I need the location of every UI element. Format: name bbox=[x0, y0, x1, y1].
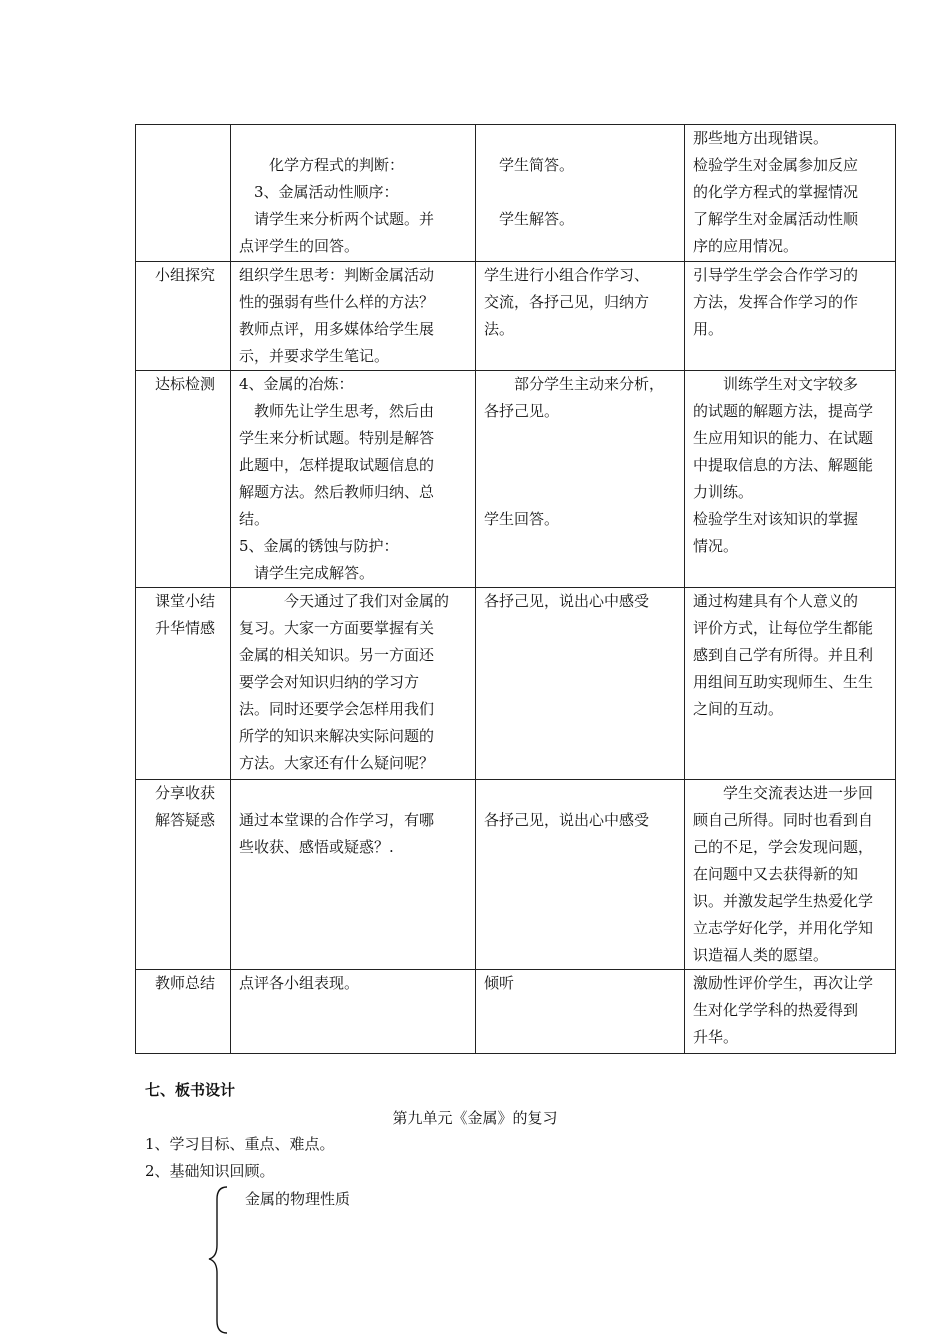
cell-line: 顾自己所得。同时也看到自 bbox=[693, 811, 874, 829]
table-row bbox=[136, 125, 896, 262]
curly-brace-icon bbox=[205, 1185, 235, 1335]
cell-line: 的化学方程式的掌握情况 bbox=[693, 183, 859, 201]
stage-cell bbox=[136, 125, 231, 262]
cell-line: 的试题的解题方法，提高学 bbox=[693, 402, 874, 420]
student-activity-cell bbox=[476, 970, 685, 1054]
cell-line: 示，并要求学生笔记。 bbox=[239, 347, 390, 365]
cell-line bbox=[239, 780, 471, 807]
cell-line: 教师先让学生思考，然后由 bbox=[254, 402, 435, 420]
cell-line: 3、金属活动性顺序： bbox=[254, 183, 399, 201]
table-row bbox=[136, 262, 896, 371]
cell-line: 学生进行小组合作学习、 bbox=[484, 266, 650, 284]
cell-line: 今天通过了我们对金属的 bbox=[284, 592, 450, 610]
cell-line: 生对化学学科的热爱得到 bbox=[693, 1001, 859, 1019]
cell-line bbox=[484, 179, 680, 206]
cell-line: 解题方法。然后教师归纳、总 bbox=[239, 483, 435, 501]
stage-label: 小组探究 bbox=[154, 266, 215, 284]
cell-line: 法。同时还要学会怎样用我们 bbox=[239, 700, 435, 718]
cell-line: 方法。大家还有什么疑问呢？ bbox=[239, 754, 435, 772]
stage-label: 解答疑惑 bbox=[154, 811, 215, 829]
table-row bbox=[136, 588, 896, 780]
cell-line: 5、金属的锈蚀与防护： bbox=[239, 537, 399, 555]
cell-line: 感到自己学有所得。并且利 bbox=[693, 646, 874, 664]
cell-line: 化学方程式的判断： bbox=[269, 156, 405, 174]
cell-line: 学生简答。 bbox=[499, 156, 575, 174]
teacher-activity-cell bbox=[231, 125, 476, 262]
cell-line bbox=[484, 125, 680, 152]
teacher-activity-cell bbox=[231, 371, 476, 588]
cell-line: 评价方式，让每位学生都能 bbox=[693, 619, 874, 637]
cell-line: 中提取信息的方法、解题能 bbox=[693, 456, 874, 474]
cell-line: 法。 bbox=[484, 320, 515, 338]
cell-line: 生应用知识的能力、在试题 bbox=[693, 429, 874, 447]
cell-line bbox=[484, 452, 680, 479]
cell-line: 各抒己见。 bbox=[484, 402, 560, 420]
cell-line: 教师点评，用多媒体给学生展 bbox=[239, 320, 435, 338]
cell-line: 之间的互动。 bbox=[693, 700, 784, 718]
cell-line: 要学会对知识归纳的学习方 bbox=[239, 673, 420, 691]
cell-line: 通过构建具有个人意义的 bbox=[693, 592, 859, 610]
cell-line: 通过本堂课的合作学习，有哪 bbox=[239, 811, 435, 829]
cell-line: 力训练。 bbox=[693, 483, 754, 501]
cell-line: 那些地方出现错误。 bbox=[693, 129, 829, 147]
cell-line: 识。并激发起学生热爱化学 bbox=[693, 892, 874, 910]
cell-line: 点评各小组表现。 bbox=[239, 974, 360, 992]
student-activity-cell bbox=[476, 780, 685, 970]
cell-line: 各抒己见，说出心中感受 bbox=[484, 592, 650, 610]
design-intent-cell bbox=[685, 780, 896, 970]
cell-line: 此题中，怎样提取试题信息的 bbox=[239, 456, 435, 474]
cell-line: 倾听 bbox=[484, 974, 515, 992]
cell-line: 点评学生的回答。 bbox=[239, 237, 360, 255]
cell-line: 4、金属的冶炼： bbox=[239, 375, 354, 393]
table-row bbox=[136, 371, 896, 588]
cell-line: 学生回答。 bbox=[484, 510, 560, 528]
cell-line bbox=[484, 479, 680, 506]
cell-line: 些收获、感悟或疑惑？. bbox=[239, 838, 394, 856]
lesson-table bbox=[135, 124, 896, 1054]
cell-line: 了解学生对金属活动性顺 bbox=[693, 210, 859, 228]
student-activity-cell bbox=[476, 371, 685, 588]
student-activity-cell bbox=[476, 588, 685, 780]
cell-line: 性的强弱有些什么样的方法？ bbox=[239, 293, 435, 311]
board-brace-item: 金属的物理性质 bbox=[245, 1190, 351, 1208]
cell-line: 用。 bbox=[693, 320, 724, 338]
design-intent-cell bbox=[685, 970, 896, 1054]
cell-line: 检验学生对该知识的掌握 bbox=[693, 510, 859, 528]
cell-line: 引导学生学会合作学习的 bbox=[693, 266, 859, 284]
stage-cell bbox=[136, 588, 231, 780]
section-heading: 七、板书设计 bbox=[145, 1081, 236, 1099]
cell-line: 复习。大家一方面要掌握有关 bbox=[239, 619, 435, 637]
teacher-activity-cell bbox=[231, 970, 476, 1054]
teacher-activity-cell bbox=[231, 262, 476, 371]
student-activity-cell bbox=[476, 262, 685, 371]
cell-line: 方法，发挥合作学习的作 bbox=[693, 293, 859, 311]
cell-line: 结。 bbox=[239, 510, 270, 528]
design-intent-cell bbox=[685, 262, 896, 371]
cell-line: 激励性评价学生，再次让学 bbox=[693, 974, 874, 992]
cell-line: 各抒己见，说出心中感受 bbox=[484, 811, 650, 829]
stage-label: 课堂小结 bbox=[154, 592, 215, 610]
cell-line bbox=[484, 780, 680, 807]
cell-line bbox=[484, 425, 680, 452]
stage-label: 达标检测 bbox=[154, 375, 215, 393]
cell-line: 序的应用情况。 bbox=[693, 237, 799, 255]
cell-line: 金属的相关知识。另一方面还 bbox=[239, 646, 435, 664]
cell-line: 学生来分析试题。特别是解答 bbox=[239, 429, 435, 447]
stage-cell bbox=[136, 262, 231, 371]
design-intent-cell bbox=[685, 371, 896, 588]
cell-line: 用组间互助实现师生、生生 bbox=[693, 673, 874, 691]
cell-line: 请学生完成解答。 bbox=[254, 564, 375, 582]
cell-line: 识造福人类的愿望。 bbox=[693, 946, 829, 964]
cell-line: 情况。 bbox=[693, 537, 739, 555]
cell-line: 升华。 bbox=[693, 1028, 739, 1046]
stage-label: 升华情感 bbox=[154, 619, 215, 637]
stage-label: 分享收获 bbox=[154, 784, 215, 802]
cell-line: 学生解答。 bbox=[499, 210, 575, 228]
board-item-1: 1、学习目标、重点、难点。 bbox=[145, 1135, 335, 1153]
cell-line: 在问题中又去获得新的知 bbox=[693, 865, 859, 883]
cell-line: 己的不足，学会发现问题， bbox=[693, 838, 874, 856]
cell-line: 训练学生对文字较多 bbox=[723, 375, 859, 393]
cell-line: 交流，各抒己见，归纳方 bbox=[484, 293, 650, 311]
cell-line: 部分学生主动来分析， bbox=[514, 375, 665, 393]
cell-line: 学生交流表达进一步回 bbox=[723, 784, 874, 802]
cell-line: 检验学生对金属参加反应 bbox=[693, 156, 859, 174]
board-item-2: 2、基础知识回顾。 bbox=[145, 1162, 275, 1180]
stage-label: 教师总结 bbox=[154, 974, 215, 992]
stage-cell bbox=[136, 371, 231, 588]
cell-line: 立志学好化学，并用化学知 bbox=[693, 919, 874, 937]
table-row bbox=[136, 970, 896, 1054]
teacher-activity-cell bbox=[231, 780, 476, 970]
design-intent-cell bbox=[685, 588, 896, 780]
table-row bbox=[136, 780, 896, 970]
cell-line bbox=[239, 125, 471, 152]
cell-line: 请学生来分析两个试题。并 bbox=[254, 210, 435, 228]
teacher-activity-cell bbox=[231, 588, 476, 780]
student-activity-cell bbox=[476, 125, 685, 262]
cell-line: 组织学生思考：判断金属活动 bbox=[239, 266, 435, 284]
board-title: 第九单元《金属》的复习 bbox=[392, 1109, 558, 1127]
stage-cell bbox=[136, 780, 231, 970]
cell-line: 所学的知识来解决实际问题的 bbox=[239, 727, 435, 745]
stage-cell bbox=[136, 970, 231, 1054]
design-intent-cell bbox=[685, 125, 896, 262]
